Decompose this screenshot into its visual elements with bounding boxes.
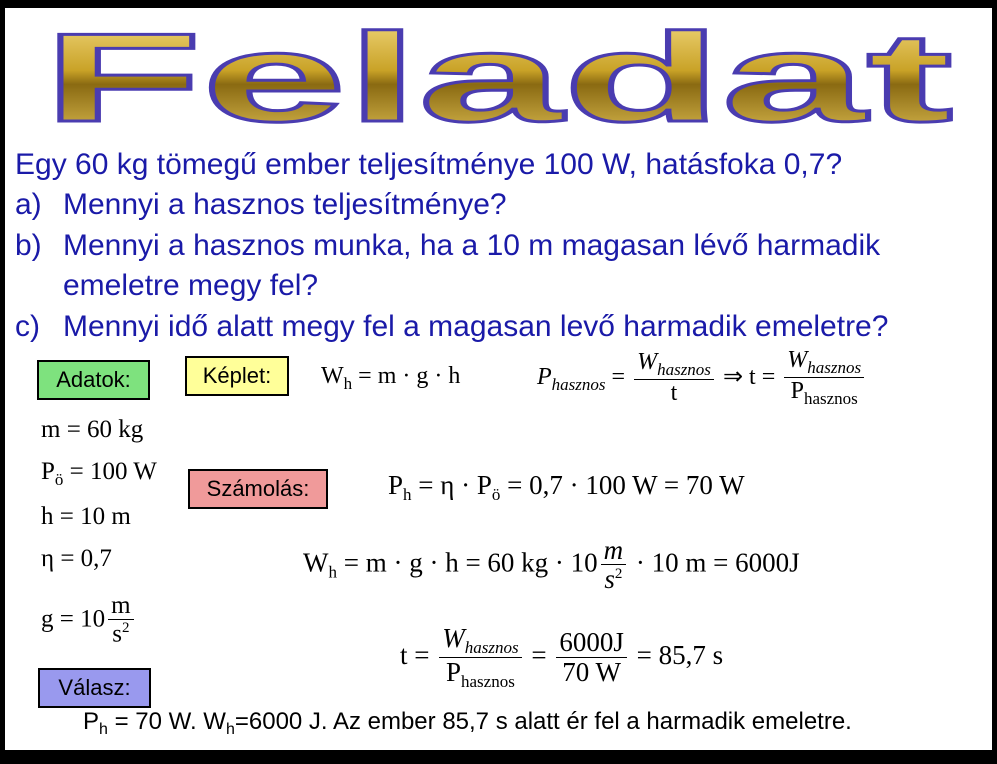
fraction-w-over-t: $\frac{W_{hasznos}}{t}$: [634, 350, 714, 406]
calc-power: $P_h = \eta \cdot P_ö = 0,7 \cdot 100$ W = 70 W: [388, 470, 745, 504]
szamolas-label: Számolás:: [188, 469, 328, 509]
adatok-label: Adatok:: [37, 360, 150, 400]
question-b-cont: emeletre megy fel?: [63, 269, 319, 302]
page-title: Feladat: [43, 8, 954, 138]
calc-work: $W_h = m \cdot g \cdot h = 60$ kg · 10 $\frac{m}{s^2}$ · 10 m = 6000J: [303, 535, 800, 595]
question-intro: Egy 60 kg tömegű ember teljesítménye 100 W, hatásfoka 0,7?: [15, 148, 843, 181]
slide: [5, 8, 992, 750]
given-gravity: g = 10 $\frac{m}{s^2}$: [41, 593, 137, 648]
given-height: h = 10 m: [41, 503, 131, 530]
given-power: $P_ö = 100$ W: [41, 458, 157, 489]
given-efficiency: η = 0,7: [41, 545, 112, 572]
question-c: c) Mennyi idő alatt megy fel a magasan levő harmadik emeletre?: [15, 310, 889, 343]
formula-work: $W_h = m \cdot g \cdot h$: [321, 363, 461, 393]
given-mass: m = 60 kg: [41, 416, 144, 443]
keplet-label: Képlet:: [185, 356, 289, 396]
valasz-label: Válasz:: [38, 668, 151, 708]
answer-text: $P_h = 70$ W. $W_h=6000$ J. Az ember 85,7 s alatt ér fel a harmadik emeletre.: [83, 708, 852, 738]
question-b: b) Mennyi a hasznos munka, ha a 10 m magasan lévő harmadik: [15, 229, 881, 262]
fraction-w-over-p: $\frac{W_{hasznos}}{P_{hasznos}}$: [784, 348, 864, 409]
calc-time: t = $\frac{W_{hasznos}}{P_{hasznos}}$ = $\frac{6000J}{70 W}$ = 85,7 s: [400, 623, 724, 691]
formula-power: $P_{hasznos}$ = $\frac{W_{hasznos}}{t}$ ⇒ t = $\frac{W_{hasznos}}{P_{hasznos}}$: [537, 348, 867, 409]
title-wordart: [5, 8, 992, 138]
question-a: a) Mennyi a hasznos teljesítménye?: [15, 188, 507, 221]
